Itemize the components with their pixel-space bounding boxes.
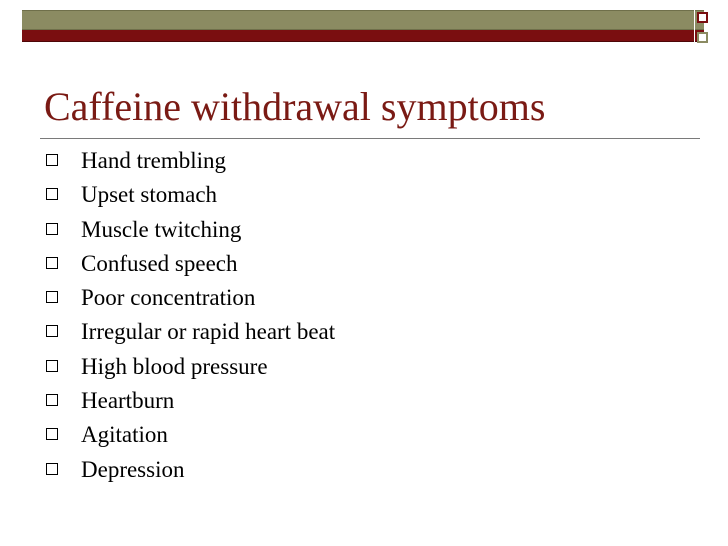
list-item	[44, 146, 335, 180]
list-item-text: Depression	[81, 456, 185, 482]
list-item-text: Muscle twitching	[81, 216, 242, 242]
list-item	[44, 420, 335, 454]
list-item	[44, 249, 335, 283]
square-bullet-icon	[46, 463, 58, 475]
square-bullet-icon	[46, 188, 58, 200]
band-square-top-icon	[697, 12, 708, 23]
list-item-text: Poor concentration	[81, 285, 256, 311]
list-item	[44, 215, 335, 249]
slide-title: Caffeine withdrawal symptoms	[44, 84, 546, 129]
list-item-text: High blood pressure	[81, 353, 268, 379]
list-item	[44, 386, 335, 420]
band-divider-line	[694, 10, 695, 43]
list-item	[44, 317, 335, 351]
square-bullet-icon	[46, 154, 58, 166]
square-bullet-icon	[46, 428, 58, 440]
square-bullet-icon	[46, 291, 58, 303]
list-item-text: Agitation	[81, 422, 168, 448]
list-item	[44, 283, 335, 317]
list-item	[44, 180, 335, 214]
list-item-text: Confused speech	[81, 250, 238, 276]
square-bullet-icon	[46, 257, 58, 269]
square-bullet-icon	[46, 360, 58, 372]
band-square-bottom-icon	[697, 32, 708, 43]
list-item-text: Upset stomach	[81, 182, 218, 208]
bullet-list	[44, 146, 335, 489]
square-bullet-icon	[46, 325, 58, 337]
list-item	[44, 352, 335, 386]
list-item-text: Heartburn	[81, 388, 175, 414]
list-item-text: Irregular or rapid heart beat	[81, 319, 336, 345]
band-olive-stripe	[22, 10, 704, 30]
header-decorative-band	[22, 10, 726, 40]
list-item-text: Hand trembling	[81, 148, 226, 173]
square-bullet-icon	[46, 394, 58, 406]
title-underline	[40, 138, 700, 139]
band-maroon-stripe	[22, 30, 704, 42]
square-bullet-icon	[46, 223, 58, 235]
list-item	[44, 455, 335, 489]
